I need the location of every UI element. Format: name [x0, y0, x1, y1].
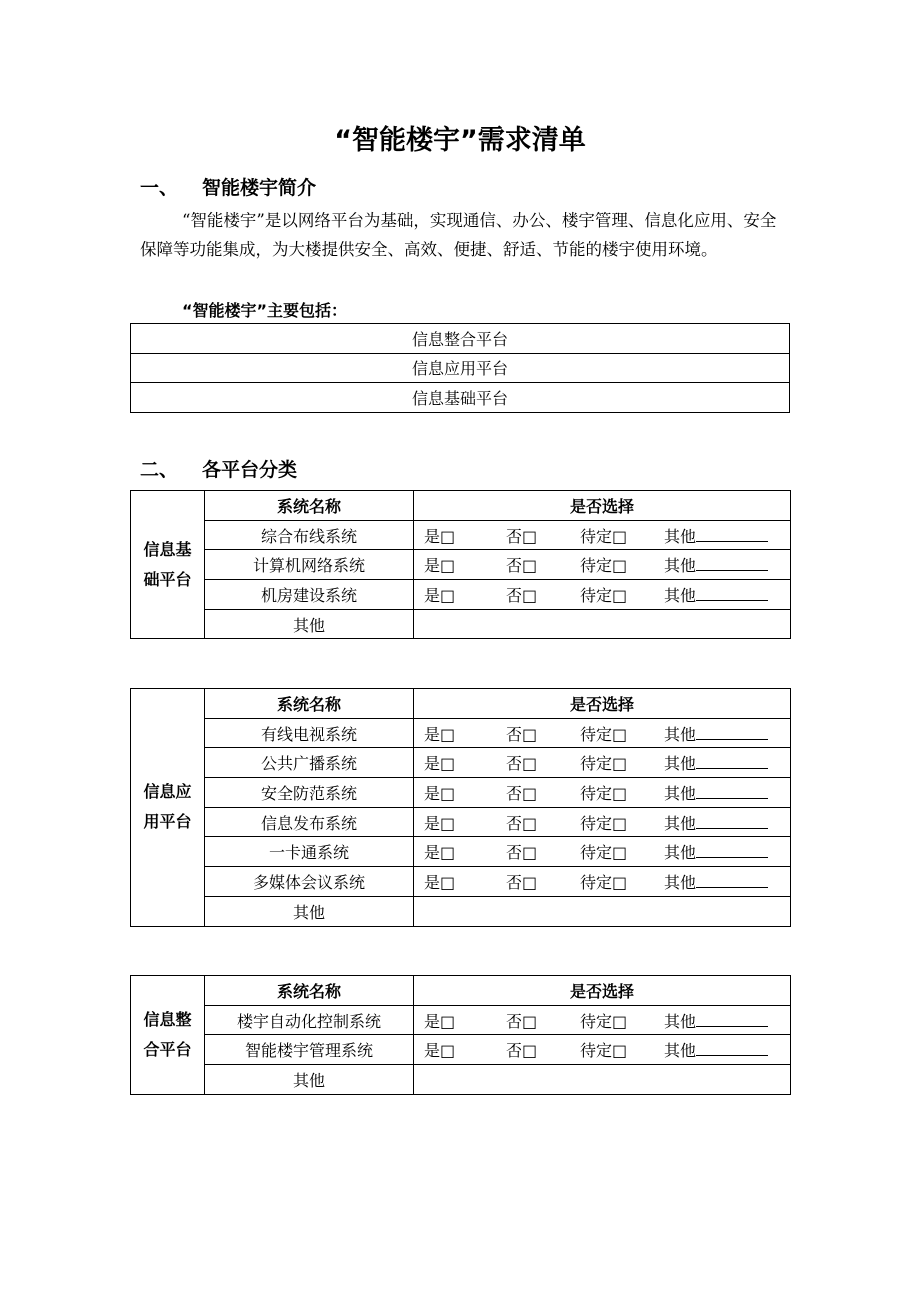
platform-item: 信息应用平台 [131, 353, 790, 383]
other-blank-field[interactable] [696, 527, 768, 542]
section-2-heading [140, 455, 297, 482]
option-pending-checkbox[interactable]: 待定□ [580, 783, 628, 803]
choice-options [414, 520, 791, 550]
other-blank-field[interactable] [696, 1012, 768, 1027]
header-system-name: 系统名称 [205, 976, 414, 1006]
option-pending-checkbox[interactable]: 待定□ [580, 1011, 628, 1031]
section-1-heading [140, 173, 316, 200]
option-no-checkbox[interactable]: 否□ [506, 813, 538, 833]
other-system-input[interactable] [414, 1065, 791, 1095]
other-system-label: 其他 [205, 896, 414, 926]
header-choice: 是否选择 [414, 689, 791, 719]
table-row [131, 353, 790, 383]
option-no-checkbox[interactable]: 否□ [506, 724, 538, 744]
table-header-row [131, 689, 791, 719]
system-name: 有线电视系统 [205, 718, 414, 748]
system-name: 综合布线系统 [205, 520, 414, 550]
platform-table-application [130, 688, 791, 927]
other-blank-field[interactable] [696, 784, 768, 799]
choice-options [414, 807, 791, 837]
table-row [131, 520, 791, 550]
option-other: 其他 [664, 751, 768, 774]
other-blank-field[interactable] [696, 873, 768, 888]
option-other: 其他 [664, 524, 768, 547]
option-other: 其他 [664, 781, 768, 804]
option-no-checkbox[interactable]: 否□ [506, 872, 538, 892]
table-row [131, 609, 791, 639]
option-no-checkbox[interactable]: 否□ [506, 754, 538, 774]
system-name: 多媒体会议系统 [205, 867, 414, 897]
section-2-number: 二、 [140, 459, 179, 481]
includes-label: “智能楼宇”主要包括： [182, 301, 348, 320]
table-row [131, 778, 791, 808]
option-other: 其他 [664, 553, 768, 576]
other-system-input[interactable] [414, 896, 791, 926]
system-name: 机房建设系统 [205, 580, 414, 610]
option-yes-checkbox[interactable]: 是□ [424, 754, 456, 774]
other-blank-field[interactable] [696, 556, 768, 571]
option-no-checkbox[interactable]: 否□ [506, 1041, 538, 1061]
choice-options [414, 778, 791, 808]
table-row [131, 837, 791, 867]
other-blank-field[interactable] [696, 814, 768, 829]
header-system-name: 系统名称 [205, 491, 414, 521]
option-other: 其他 [664, 870, 768, 893]
group-label: 信息应 用平台 [131, 689, 205, 927]
option-yes-checkbox[interactable]: 是□ [424, 813, 456, 833]
choice-options [414, 1005, 791, 1035]
table-row [131, 748, 791, 778]
option-yes-checkbox[interactable]: 是□ [424, 526, 456, 546]
option-no-checkbox[interactable]: 否□ [506, 783, 538, 803]
table-row [131, 896, 791, 926]
platform-item: 信息基础平台 [131, 383, 790, 413]
option-yes-checkbox[interactable]: 是□ [424, 724, 456, 744]
option-pending-checkbox[interactable]: 待定□ [580, 556, 628, 576]
option-yes-checkbox[interactable]: 是□ [424, 556, 456, 576]
table-row [131, 867, 791, 897]
section-2-title: 各平台分类 [202, 459, 298, 481]
option-no-checkbox[interactable]: 否□ [506, 843, 538, 863]
table-header-row [131, 491, 791, 521]
option-other: 其他 [664, 583, 768, 606]
option-yes-checkbox[interactable]: 是□ [424, 783, 456, 803]
header-system-name: 系统名称 [205, 689, 414, 719]
option-pending-checkbox[interactable]: 待定□ [580, 585, 628, 605]
table-row [131, 718, 791, 748]
header-choice: 是否选择 [414, 976, 791, 1006]
option-pending-checkbox[interactable]: 待定□ [580, 843, 628, 863]
system-name: 智能楼宇管理系统 [205, 1035, 414, 1065]
choice-options [414, 718, 791, 748]
table-row [131, 1035, 791, 1065]
other-blank-field[interactable] [696, 725, 768, 740]
platform-item: 信息整合平台 [131, 324, 790, 354]
system-name: 安全防范系统 [205, 778, 414, 808]
option-pending-checkbox[interactable]: 待定□ [580, 872, 628, 892]
choice-options [414, 550, 791, 580]
system-name: 计算机网络系统 [205, 550, 414, 580]
other-blank-field[interactable] [696, 843, 768, 858]
other-blank-field[interactable] [696, 586, 768, 601]
option-other: 其他 [664, 1009, 768, 1032]
platform-list-table [130, 323, 790, 413]
platform-table-integration [130, 975, 791, 1095]
system-name: 信息发布系统 [205, 807, 414, 837]
option-no-checkbox[interactable]: 否□ [506, 556, 538, 576]
option-other: 其他 [664, 811, 768, 834]
system-name: 楼宇自动化控制系统 [205, 1005, 414, 1035]
option-no-checkbox[interactable]: 否□ [506, 1011, 538, 1031]
option-pending-checkbox[interactable]: 待定□ [580, 724, 628, 744]
table-header-row [131, 976, 791, 1006]
option-pending-checkbox[interactable]: 待定□ [580, 526, 628, 546]
other-system-input[interactable] [414, 609, 791, 639]
section-1-number: 一、 [140, 177, 179, 199]
choice-options [414, 748, 791, 778]
option-pending-checkbox[interactable]: 待定□ [580, 754, 628, 774]
option-yes-checkbox[interactable]: 是□ [424, 843, 456, 863]
option-no-checkbox[interactable]: 否□ [506, 585, 538, 605]
option-other: 其他 [664, 1038, 768, 1061]
system-name: 一卡通系统 [205, 837, 414, 867]
option-yes-checkbox[interactable]: 是□ [424, 1041, 456, 1061]
other-system-label: 其他 [205, 609, 414, 639]
choice-options [414, 580, 791, 610]
option-pending-checkbox[interactable]: 待定□ [580, 813, 628, 833]
option-pending-checkbox[interactable]: 待定□ [580, 1041, 628, 1061]
group-label: 信息基 础平台 [131, 491, 205, 639]
choice-options [414, 1035, 791, 1065]
other-system-label: 其他 [205, 1065, 414, 1095]
other-blank-field[interactable] [696, 754, 768, 769]
table-row [131, 580, 791, 610]
option-other: 其他 [664, 722, 768, 745]
page-title: “智能楼宇”需求清单 [334, 125, 586, 156]
other-blank-field[interactable] [696, 1041, 768, 1056]
option-yes-checkbox[interactable]: 是□ [424, 585, 456, 605]
platform-table-infrastructure [130, 490, 791, 639]
table-row [131, 324, 790, 354]
table-row [131, 807, 791, 837]
option-yes-checkbox[interactable]: 是□ [424, 872, 456, 892]
option-yes-checkbox[interactable]: 是□ [424, 1011, 456, 1031]
section-1-title: 智能楼宇简介 [202, 177, 317, 199]
header-choice: 是否选择 [414, 491, 791, 521]
intro-paragraph: “智能楼宇”是以网络平台为基础，实现通信、办公、楼宇管理、信息化应用、安全保障等功能集成，为大楼提供安全、高效、便捷、舒适、节能的楼宇使用环境。 [140, 211, 777, 259]
group-label: 信息整 合平台 [131, 976, 205, 1095]
table-row [131, 550, 791, 580]
table-row [131, 383, 790, 413]
option-other: 其他 [664, 840, 768, 863]
table-row [131, 1065, 791, 1095]
table-row [131, 1005, 791, 1035]
system-name: 公共广播系统 [205, 748, 414, 778]
choice-options [414, 867, 791, 897]
option-no-checkbox[interactable]: 否□ [506, 526, 538, 546]
choice-options [414, 837, 791, 867]
